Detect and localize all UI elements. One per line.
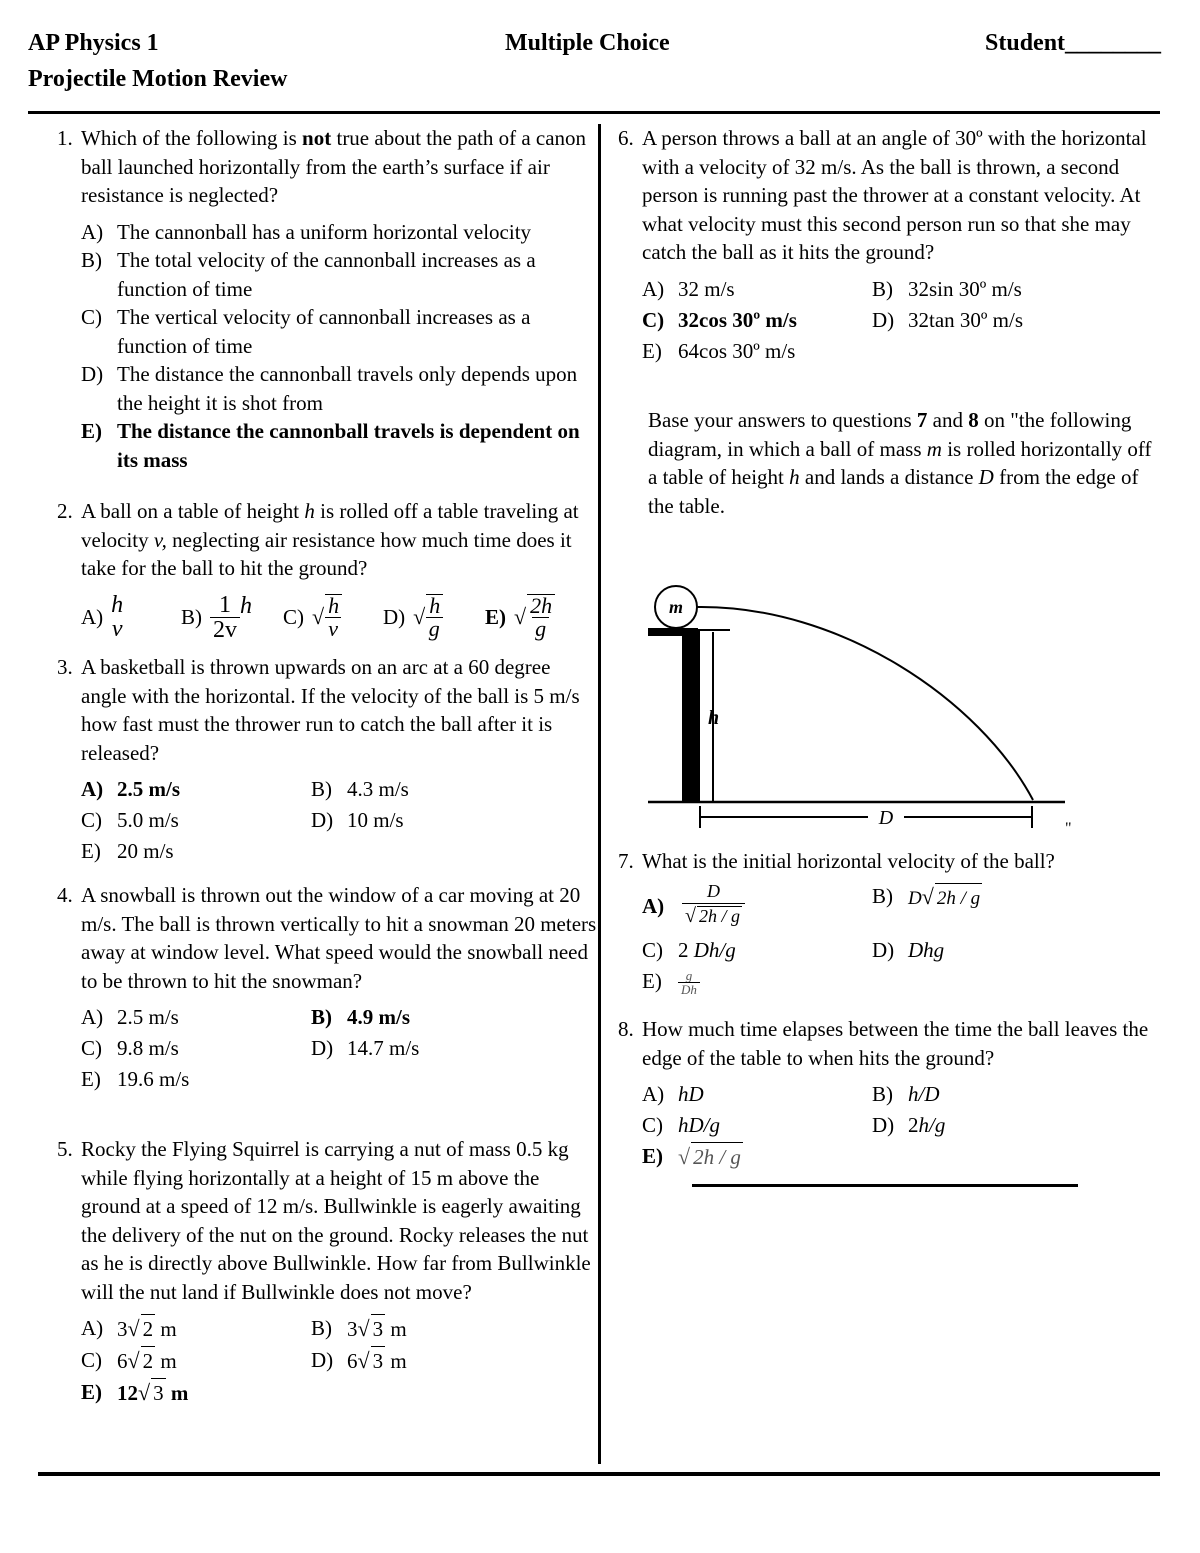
question-1 bbox=[57, 124, 592, 474]
option-b-correct[interactable]: B) 4.9 m/s bbox=[311, 1005, 410, 1029]
question-text: Which of the following is not true about the path of a canon ball launched horizontally from the earth’s surface if air resistance is neglected? bbox=[81, 126, 587, 207]
option-d[interactable]: D) 6√ 3 m bbox=[311, 1346, 541, 1376]
footer-divider bbox=[38, 1472, 1160, 1476]
answer-options bbox=[81, 1003, 597, 1094]
question-text: A person throws a ball at an angle of 30º with the horizontal with a velocity of 32 m/s. As the ball is thrown, a second person is running past the thrower at a constant velocity. At what velocity must this second person run so that she may catch the ball as it hits the ground? bbox=[642, 126, 1147, 264]
option-e-correct[interactable]: E) 12√ 3 m bbox=[81, 1378, 311, 1408]
diagram-instructions: Base your answers to questions 7 and 8 on "the following diagram, in which a ball of mass m is rolled horizontally off a table of height h and lands a distance D from the edge of the table. bbox=[648, 408, 1152, 518]
question-text: A ball on a table of height h is rolled off a table traveling at velocity v, neglecting air resistance how much time does it take for the ball to hit the ground? bbox=[81, 499, 579, 580]
answer-options bbox=[642, 275, 1163, 366]
answer-options bbox=[81, 593, 592, 642]
question-number: 8. bbox=[618, 1017, 634, 1041]
column-divider bbox=[598, 124, 601, 1464]
option-e-correct[interactable]: E) The distance the cannonball travels is dependent on its mass bbox=[81, 419, 580, 472]
question-text: What is the initial horizontal velocity of the ball? bbox=[642, 849, 1055, 873]
option-c[interactable]: C) 6√ 2 m bbox=[81, 1346, 311, 1376]
option-e[interactable]: E) 64cos 30º m/s bbox=[642, 338, 796, 363]
question-number: 6. bbox=[618, 126, 634, 150]
option-a[interactable]: A) 2.5 m/s bbox=[81, 1005, 179, 1029]
option-d[interactable]: D) Dhg bbox=[872, 937, 945, 962]
option-e-correct[interactable]: E) √ $\frac{2h}{g}$ bbox=[485, 593, 555, 642]
option-a[interactable]: A) h v bbox=[81, 592, 124, 642]
student-name-field[interactable]: Student________ bbox=[985, 30, 1162, 56]
question-text: A basketball is thrown upwards on an arc at a 60 degree angle with the horizontal. If the velocity of the ball is 5 m/s how fast must the thrower run to catch the ball after it is released? bbox=[81, 655, 580, 765]
option-b[interactable]: B) h/D bbox=[872, 1082, 940, 1106]
option-c[interactable]: C) √ $\frac{h}{v}$ bbox=[283, 593, 383, 642]
answer-options bbox=[81, 218, 592, 475]
distance-label: D bbox=[878, 807, 894, 829]
option-e[interactable]: E) $\frac{g}{Dh}$ bbox=[642, 967, 872, 997]
option-c-correct[interactable]: C) 32cos 30º m/s bbox=[642, 307, 797, 332]
question-number: 7. bbox=[618, 849, 634, 873]
question-7 bbox=[618, 847, 1163, 996]
option-c[interactable]: C) 5.0 m/s bbox=[81, 808, 179, 832]
projectile-diagram bbox=[640, 580, 1080, 840]
worksheet-subtitle: Projectile Motion Review bbox=[28, 66, 288, 92]
option-b[interactable]: B) D√ 2h / g bbox=[872, 882, 1102, 934]
mass-label: m bbox=[668, 597, 684, 617]
table-leg bbox=[682, 630, 700, 802]
question-number: 3. bbox=[57, 655, 73, 679]
option-e[interactable]: E) 20 m/s bbox=[81, 839, 174, 863]
answer-options bbox=[642, 1080, 1163, 1172]
option-d[interactable]: D) √ $\frac{h}{g}$ bbox=[383, 593, 485, 642]
trajectory-curve bbox=[697, 607, 1033, 800]
question-6 bbox=[618, 124, 1163, 366]
option-a[interactable]: A) 32 m/s bbox=[642, 276, 735, 301]
option-b[interactable]: B) 4.3 m/s bbox=[311, 777, 409, 801]
question-text: How much time elapses between the time the ball leaves the edge of the table to when hits the ground? bbox=[642, 1017, 1149, 1070]
question-8 bbox=[618, 1015, 1163, 1172]
course-title: AP Physics 1 bbox=[28, 30, 159, 56]
question-3 bbox=[57, 653, 592, 866]
question-text: Rocky the Flying Squirrel is carrying a nut of mass 0.5 kg while flying horizontally at a height of 15 m above the ground at a speed of 12 m/s. Bullwinkle is eagerly awaiting the delivery of the nut on the ground. Rocky releases the nut as he is directly above Bullwinkle. How far from Bullwinkle will the nut land if Bullwinkle does not move? bbox=[81, 1137, 591, 1304]
option-d[interactable]: D) The distance the cannonball travels only depends upon the height it is shot from bbox=[81, 362, 578, 415]
option-c[interactable]: C) 9.8 m/s bbox=[81, 1036, 179, 1060]
option-d[interactable]: D) 2h/g bbox=[872, 1113, 946, 1137]
option-d[interactable]: D) 10 m/s bbox=[311, 808, 404, 832]
worksheet-type: Multiple Choice bbox=[505, 30, 670, 56]
height-label: h bbox=[708, 707, 720, 729]
option-d[interactable]: D) 14.7 m/s bbox=[311, 1036, 420, 1060]
question-number: 4. bbox=[57, 883, 73, 907]
question-5 bbox=[57, 1135, 597, 1408]
answer-underline bbox=[692, 1184, 1078, 1187]
option-a[interactable]: A) 3√ 2 m bbox=[81, 1314, 311, 1344]
option-b[interactable]: B) 3√ 3 m bbox=[311, 1314, 541, 1344]
option-b[interactable]: B) The total velocity of the cannonball increases as a function of time bbox=[81, 248, 536, 301]
answer-options bbox=[642, 882, 1163, 997]
option-c[interactable]: C) 2 Dh/g bbox=[642, 937, 736, 962]
question-2 bbox=[57, 497, 592, 642]
option-a-correct[interactable]: A) $\frac{D}{√ 2h / g}$ bbox=[642, 882, 872, 934]
question-text: A snowball is thrown out the window of a car moving at 20 m/s. The ball is thrown vertically to hit a snowman 20 meters away at window level. What speed would the snowball need to be thrown to hit the snowman? bbox=[81, 883, 597, 993]
option-e-correct[interactable]: E) √ 2h / g bbox=[642, 1142, 872, 1172]
option-a-correct[interactable]: A) 2.5 m/s bbox=[81, 777, 180, 801]
option-b[interactable]: B) $\frac{1}{2v}$ h bbox=[181, 591, 252, 643]
question-number: 1. bbox=[57, 126, 73, 150]
table-top bbox=[648, 628, 698, 636]
option-e[interactable]: E) 19.6 m/s bbox=[81, 1067, 190, 1091]
option-d[interactable]: D) 32tan 30º m/s bbox=[872, 307, 1024, 332]
question-number: 5. bbox=[57, 1137, 73, 1161]
question-number: 2. bbox=[57, 499, 73, 523]
header-divider bbox=[28, 111, 1160, 114]
quote-mark: " bbox=[1065, 820, 1072, 837]
answer-options bbox=[81, 1314, 597, 1408]
answer-options bbox=[81, 775, 592, 866]
question-4 bbox=[57, 881, 597, 1094]
option-a[interactable]: A) hD bbox=[642, 1082, 704, 1106]
option-c[interactable]: C) The vertical velocity of cannonball increases as a function of time bbox=[81, 305, 531, 358]
option-b[interactable]: B) 32sin 30º m/s bbox=[872, 276, 1022, 301]
option-c[interactable]: C) hD/g bbox=[642, 1113, 720, 1137]
option-a[interactable]: A) The cannonball has a uniform horizontal velocity bbox=[81, 219, 532, 244]
